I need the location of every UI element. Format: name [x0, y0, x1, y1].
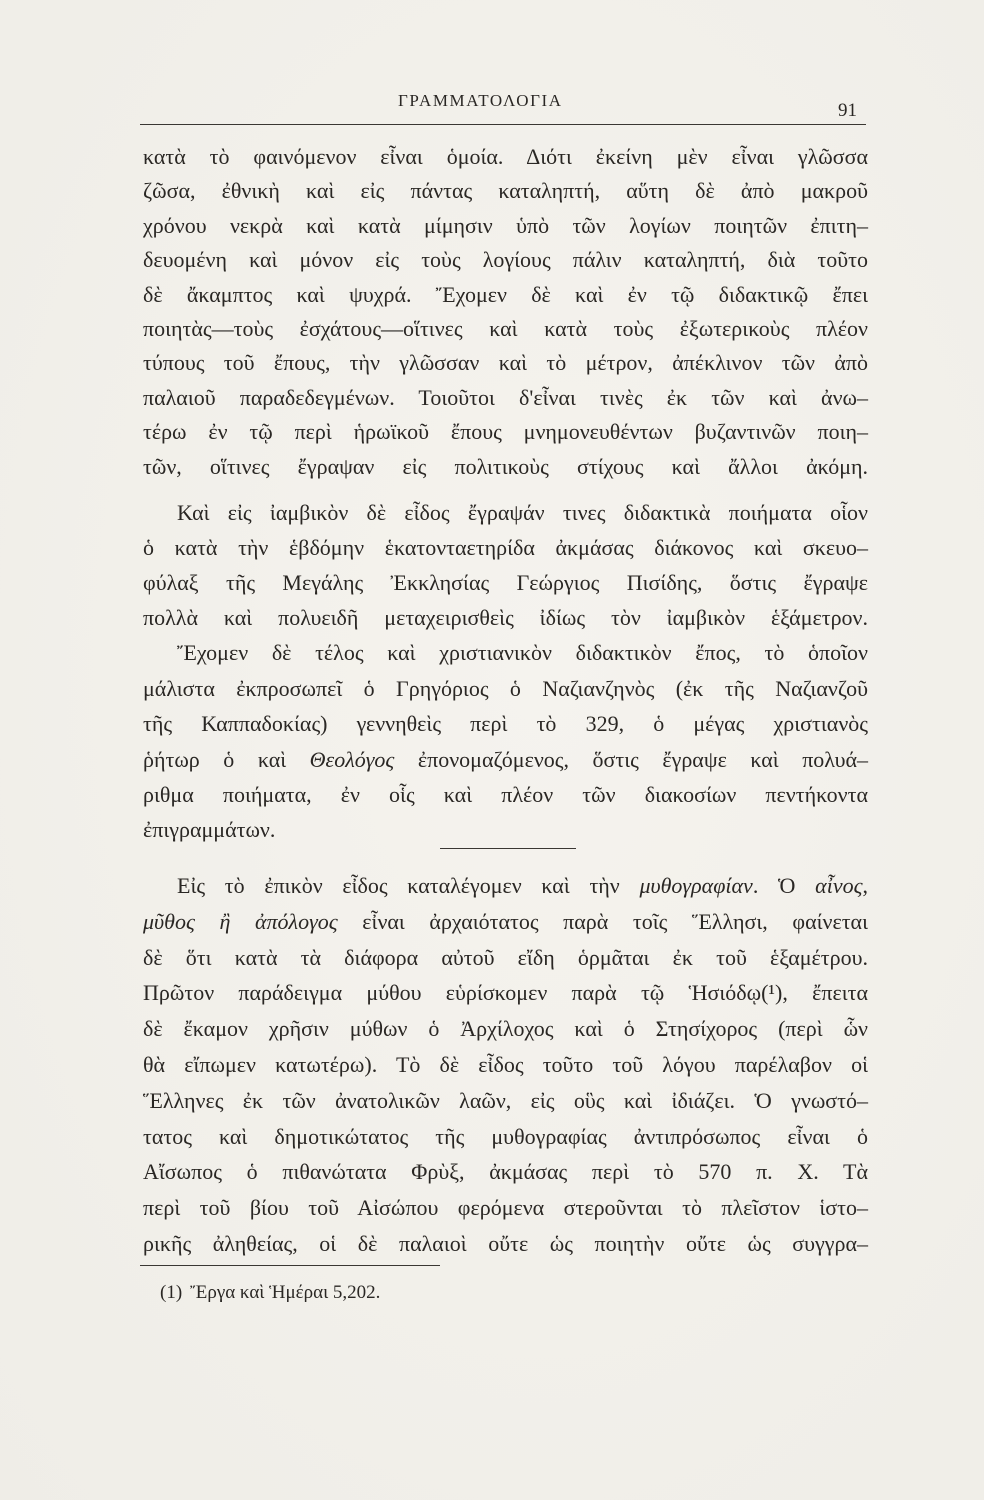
text-line	[143, 140, 868, 174]
text-run: Πρῶτον παράδειγμα μύθου εὑρίσκομεν παρὰ τῷ Ἡσιόδῳ(¹), ἔπειτα	[143, 980, 868, 1006]
paragraph-continued	[143, 140, 868, 484]
text-run: τῆς Καππαδοκίας) γεννηθεὶς περὶ τὸ 329, ὁ μέγας χριστιανὸς	[143, 711, 868, 737]
text-line	[143, 777, 868, 812]
section-divider	[440, 848, 576, 849]
text-run: τῶν, οἵτινες ἔγραψαν εἰς πολιτικοὺς στίχους καὶ ἄλλοι ἀκόμη.	[143, 453, 868, 479]
text-line	[143, 742, 868, 777]
text-run: ποιητὰς—τοὺς ἐσχάτους—οἵτινες καὶ κατὰ τοὺς ἐξωτερικοὺς πλέον	[143, 316, 868, 342]
text-line	[143, 635, 868, 670]
text-line	[143, 1154, 868, 1190]
text-run: Ἔχομεν δὲ τέλος καὶ χριστιανικὸν διδακτικὸν ἔπος, τὸ ὁποῖον	[177, 640, 868, 666]
italic-text: Θεολόγος	[309, 746, 395, 772]
text-line	[143, 1226, 868, 1262]
text-line	[143, 600, 868, 635]
text-run: τύπους τοῦ ἔπους, τὴν γλῶσσαν καὶ τὸ μέτρον, ἀπέκλινον τῶν ἀπὸ	[143, 350, 868, 376]
text-line	[143, 174, 868, 208]
text-run: δὲ ὅτι κατὰ τὰ διάφορα αὐτοῦ εἴδη ὁρμᾶται ἐκ τοῦ ἑξαμέτρου.	[143, 944, 868, 970]
text-line	[143, 671, 868, 706]
running-head-title: ΓΡΑΜΜΑΤΟΛΟΓΙΑ	[398, 91, 563, 110]
text-line	[143, 940, 868, 976]
header-rule	[140, 124, 866, 125]
text-run: εἶναι ἀρχαιότατος παρὰ τοῖς Ἕλλησι, φαίνεται	[337, 908, 869, 934]
text-line	[143, 904, 868, 940]
text-run: δευομένη καὶ μόνον εἰς τοὺς λογίους πάλιν καταληπτή, διὰ τοῦτο	[143, 247, 868, 273]
text-line	[143, 381, 868, 415]
text-line	[143, 1190, 868, 1226]
footnote-rule	[140, 1265, 440, 1266]
text-run: κατὰ τὸ φαινόμενον εἶναι ὁμοία. Διότι ἐκείνη μὲν εἶναι γλῶσσα	[143, 144, 868, 169]
text-line	[143, 243, 868, 277]
text-run: δὲ ἄκαμπτος καὶ ψυχρά. Ἔχομεν δὲ καὶ ἐν τῷ διδακτικῷ ἔπει	[143, 281, 868, 307]
text-run: ἐπονομαζόμενος, ὅστις ἔγραψε καὶ πολυά–	[394, 746, 868, 772]
text-run: ριθμα ποιήματα, ἐν οἷς καὶ πλέον τῶν διακοσίων πεντήκοντα	[143, 781, 868, 807]
text-run: χρόνου νεκρὰ καὶ κατὰ μίμησιν ὑπὸ τῶν λογίων ποιητῶν ἐπιτη–	[143, 212, 868, 238]
text-run: μάλιστα ἐκπροσωπεῖ ὁ Γρηγόριος ὁ Ναζιανζηνὸς (ἐκ τῆς Ναζιανζοῦ	[143, 675, 868, 701]
text-line	[143, 1011, 868, 1047]
page-number: 91	[838, 100, 857, 121]
text-run: ,	[862, 873, 869, 899]
text-run: πολλὰ καὶ πολυειδῆ μεταχειρισθεὶς ἰδίως τὸν ἰαμβικὸν ἑξάμετρον.	[143, 604, 868, 630]
text-line	[143, 450, 868, 484]
text-run: περὶ τοῦ βίου τοῦ Αἰσώπου φερόμενα στεροῦνται τὸ πλεῖστον ἱστο–	[143, 1195, 868, 1221]
text-run: ζῶσα, ἐθνικὴ καὶ εἰς πάντας καταληπτή, αὕτη δὲ ἀπὸ μακροῦ	[143, 178, 868, 204]
text-line	[143, 565, 868, 600]
text-run: φύλαξ τῆς Μεγάλης Ἐκκλησίας Γεώργιος Πισίδης, ὅστις ἔγραψε	[143, 569, 868, 595]
text-run: Ἕλληνες ἐκ τῶν ἀνατολικῶν λαῶν, εἰς οὓς καὶ ἰδιάζει. Ὁ γνωστό–	[143, 1087, 868, 1113]
text-line	[143, 1047, 868, 1083]
text-line	[143, 812, 868, 847]
text-line	[143, 312, 868, 346]
text-run: Εἰς τὸ ἐπικὸν εἶδος καταλέγομεν καὶ τὴν	[177, 873, 640, 899]
text-line	[143, 278, 868, 312]
text-run: . Ὁ	[752, 873, 816, 899]
text-run: Αἴσωπος ὁ πιθανώτατα Φρὺξ, ἀκμάσας περὶ τὸ 570 π. Χ. Τὰ	[143, 1159, 868, 1185]
footnote	[160, 1279, 380, 1307]
text-run: δὲ ἔκαμον χρῆσιν μύθων ὁ Ἀρχίλοχος καὶ ὁ Στησίχορος (περὶ ὧν	[143, 1016, 868, 1042]
paragraph	[143, 868, 868, 1262]
text-line	[143, 209, 868, 243]
text-run: ῥήτωρ ὁ καὶ	[143, 746, 310, 772]
text-line	[143, 346, 868, 380]
paragraph	[143, 495, 868, 635]
text-run: ἐπιγραμμάτων.	[143, 817, 276, 843]
text-line	[143, 415, 868, 449]
footnote-text: Ἔργα καὶ Ἡμέραι 5,202.	[190, 1282, 381, 1303]
text-line	[143, 868, 868, 904]
text-run: ρικῆς ἀληθείας, οἱ δὲ παλαιοὶ οὔτε ὡς ποιητὴν οὔτε ὡς συγγρα–	[143, 1231, 868, 1257]
text-line	[143, 706, 868, 741]
paragraph	[143, 635, 868, 847]
text-line	[143, 1083, 868, 1119]
text-line	[143, 495, 868, 530]
footnote-marker: (1)	[160, 1282, 183, 1303]
text-run: θὰ εἴπωμεν κατωτέρω). Τὸ δὲ εἶδος τοῦτο τοῦ λόγου παρέλαβον οἱ	[143, 1052, 868, 1078]
text-line	[143, 1119, 868, 1155]
italic-text: μῦθος ἢ ἀπόλογος	[143, 908, 338, 934]
italic-text: μυθογραφίαν	[639, 873, 753, 899]
text-line	[143, 530, 868, 565]
italic-text: αἶνος	[815, 873, 863, 899]
text-run: παλαιοῦ παραδεδεγμένων. Τοιοῦτοι δ'εἶναι τινὲς ἐκ τῶν καὶ ἀνω–	[143, 384, 868, 410]
text-line	[143, 975, 868, 1011]
text-run: τέρω ἐν τῷ περὶ ἡρωϊκοῦ ἔπους μνημονευθέντων βυζαντινῶν ποιη–	[143, 419, 868, 445]
text-run: τατος καὶ δημοτικώτατος τῆς μυθογραφίας ἀντιπρόσωπος εἶναι ὁ	[143, 1123, 868, 1149]
text-run: ὁ κατὰ τὴν ἑβδόμην ἑκατονταετηρίδα ἀκμάσας διάκονος καὶ σκευο–	[143, 534, 868, 560]
text-run: Καὶ εἰς ἰαμβικὸν δὲ εἶδος ἔγραψάν τινες διδακτικὰ ποιήματα οἷον	[177, 499, 868, 525]
